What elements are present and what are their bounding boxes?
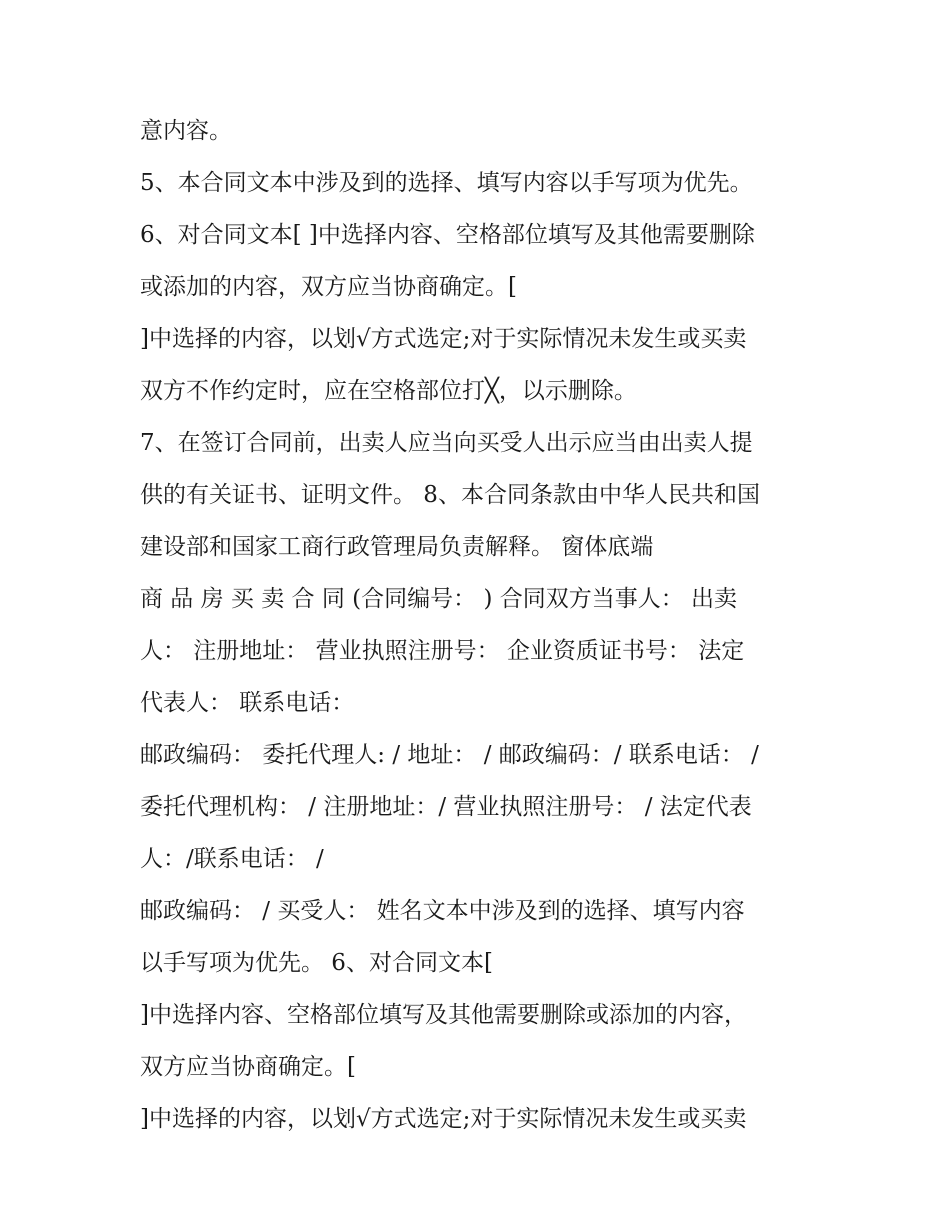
text-line: 邮政编码： / 买受人： 姓名文本中涉及到的选择、填写内容 (140, 898, 745, 924)
text-line: 5、本合同文本中涉及到的选择、填写内容以手写项为优先。 (140, 170, 753, 196)
text-line: 人： 注册地址： 营业执照注册号： 企业资质证书号： 法定 (140, 638, 745, 664)
text-line: 7、在签订合同前，出卖人应当向买受人出示应当由出卖人提 (140, 430, 753, 456)
text-line: 人：/联系电话： / (140, 846, 324, 872)
text-line: 代表人： 联系电话： (140, 690, 355, 716)
text-line: 双方不作约定时，应在空格部位打╳，以示删除。 (140, 378, 637, 404)
document-body (140, 105, 820, 1145)
text-line: 供的有关证书、证明文件。 8、本合同条款由中华人民共和国 (140, 482, 760, 508)
text-line: 以手写项为优先。 6、对合同文本[ (140, 950, 493, 976)
text-line: ]中选择内容、空格部位填写及其他需要删除或添加的内容， (140, 1002, 747, 1028)
text-line: 委托代理机构： / 注册地址：/ 营业执照注册号： / 法定代表 (140, 794, 752, 820)
text-line: 商 品 房 买 卖 合 同 (合同编号： ) 合同双方当事人： 出卖 (140, 586, 738, 612)
text-line: 双方应当协商确定。[ (140, 1054, 356, 1080)
text-line: 建设部和国家工商行政管理局负责解释。 窗体底端 (140, 534, 654, 560)
text-line: 6、对合同文本[ ]中选择内容、空格部位填写及其他需要删除 (140, 222, 755, 248)
text-line: 意内容。 (140, 118, 232, 144)
text-line: ]中选择的内容，以划√方式选定;对于实际情况未发生或买卖 (140, 326, 747, 352)
text-line: 或添加的内容，双方应当协商确定。[ (140, 274, 517, 300)
text-line: 邮政编码： 委托代理人: / 地址： / 邮政编码：/ 联系电话： / (140, 742, 759, 768)
text-line: ]中选择的内容，以划√方式选定;对于实际情况未发生或买卖 (140, 1106, 747, 1132)
